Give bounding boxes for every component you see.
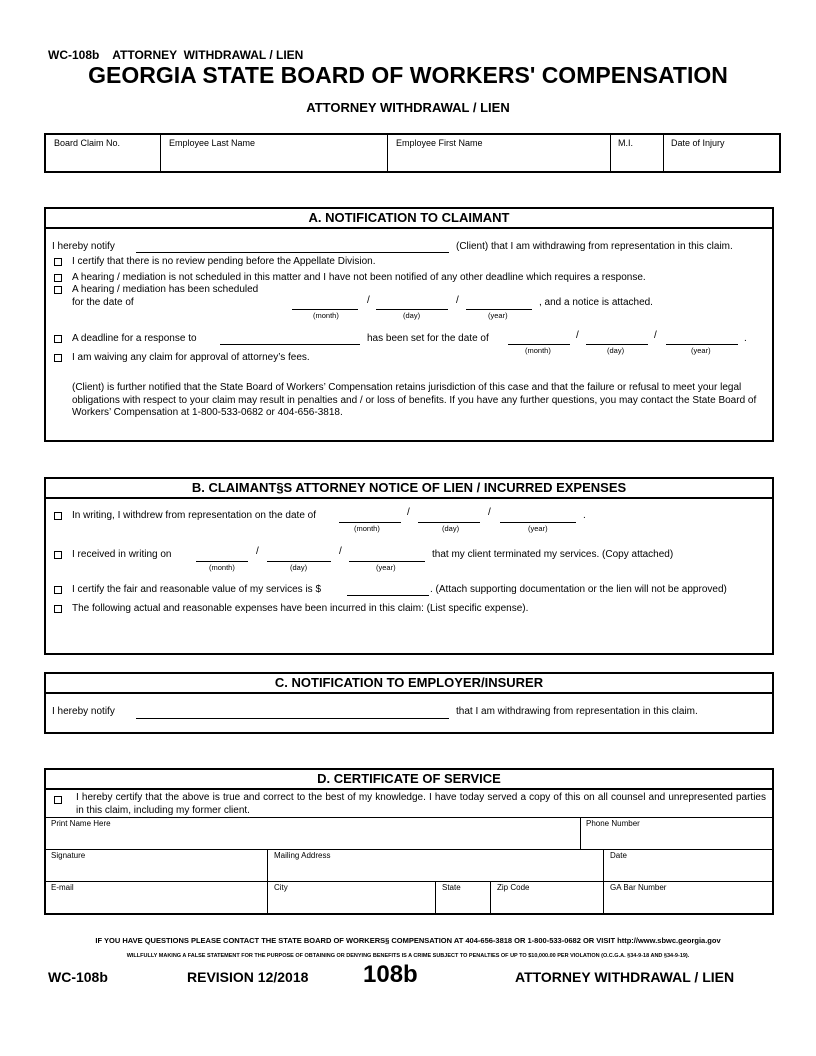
checkbox-withdrew[interactable] [54, 512, 62, 520]
ga-bar-number-label: GA Bar Number [610, 883, 667, 892]
received-month-input[interactable] [196, 561, 248, 562]
opt-no-review: I certify that there is no review pending before the Appellate Division. [72, 256, 376, 267]
day-label: (day) [442, 524, 460, 533]
section-a-notify-suffix: (Client) that I am withdrawing from representation in this claim. [456, 241, 733, 252]
deadline-month-input[interactable] [508, 344, 570, 345]
day-label: (day) [290, 563, 308, 572]
state-label: State [442, 883, 461, 892]
email-label: E-mail [51, 883, 74, 892]
footer-big-code: 108b [363, 961, 418, 988]
received-year-input[interactable] [349, 561, 425, 562]
checkbox-waive-fees[interactable] [54, 354, 62, 362]
section-a-notice-paragraph: (Client) is further notified that the State Board of Workers’ Compensation retains jurisdiction of this case and that the failure or refusal to meet your legal obligations with respect to your claim may result in penalties and / or loss of benefits. If you have any further questions, you may contact the State Board of Workers’ Compensation at 1-800-533-0682 or 404-656-3818. [72, 382, 757, 418]
opt-fair-value-label: I certify the fair and reasonable value of my services is $ [72, 584, 322, 595]
city-label: City [274, 883, 288, 892]
opt-withdrew-label: In writing, I withdrew from representation on the date of [72, 510, 317, 521]
date-of-injury-label: Date of Injury [671, 138, 725, 148]
board-claim-no-label: Board Claim No. [54, 138, 121, 148]
section-c [44, 672, 774, 734]
form-title: ATTORNEY WITHDRAWAL / LIEN [306, 100, 510, 115]
slash: / [256, 546, 259, 557]
phone-number-label: Phone Number [586, 819, 640, 828]
section-a [44, 207, 774, 442]
checkbox-no-hearing[interactable] [54, 274, 62, 282]
checkbox-hearing-scheduled[interactable] [54, 286, 62, 294]
checkbox-no-review[interactable] [54, 258, 62, 266]
employee-last-name-label: Employee Last Name [169, 138, 256, 148]
opt-waive-fees: I am waiving any claim for approval of attorney’s fees. [72, 352, 310, 363]
mi-label: M.I. [618, 138, 633, 148]
zip-code-label: Zip Code [497, 883, 530, 892]
withdrew-day-input[interactable] [418, 522, 480, 523]
opt-deadline-mid: has been set for the date of [367, 333, 489, 344]
received-day-input[interactable] [267, 561, 331, 562]
opt-withdrew-end: . [583, 510, 586, 521]
slash: / [367, 295, 370, 306]
day-label: (day) [607, 346, 625, 355]
footer-questions: IF YOU HAVE QUESTIONS PLEASE CONTACT THE STATE BOARD OF WORKERS§ COMPENSATION AT 404-656-3818 OR 1-800-533-0682 OR VISIT http://www.sbwc.georgia.gov [95, 936, 721, 945]
opt-received-label: I received in writing on [72, 549, 172, 560]
footer-form-id: WC-108b [48, 969, 108, 985]
slash: / [456, 295, 459, 306]
year-label: (year) [528, 524, 548, 533]
section-c-notify-label: I hereby notify [52, 706, 115, 717]
certify-service-text: I hereby certify that the above is true and correct to the best of my knowledge. I have today served a copy of this on all counsel and unrepresented parties in this claim, including my former client. [76, 792, 766, 816]
section-c-notify-suffix: that I am withdrawing from representation in this claim. [456, 706, 698, 717]
section-d [44, 768, 774, 915]
agency-title: GEORGIA STATE BOARD OF WORKERS' COMPENSATION [88, 62, 728, 88]
withdrew-year-input[interactable] [500, 522, 576, 523]
slash: / [576, 330, 579, 341]
employee-first-name-label: Employee First Name [396, 138, 483, 148]
opt-no-hearing: A hearing / mediation is not scheduled in this matter and I have not been notified of any other deadline which requires a response. [72, 272, 646, 283]
opt-deadline-end: . [744, 333, 747, 344]
deadline-year-input[interactable] [666, 344, 738, 345]
opt-hearing-date-label: for the date of [72, 297, 134, 308]
month-label: (month) [209, 563, 235, 572]
deadline-response-input[interactable] [220, 344, 360, 345]
date-label: Date [610, 851, 627, 860]
section-a-title: A. NOTIFICATION TO CLAIMANT [46, 209, 772, 229]
claim-info-box [44, 133, 781, 173]
footer-title: ATTORNEY WITHDRAWAL / LIEN [515, 969, 735, 985]
client-name-input[interactable] [136, 252, 449, 253]
opt-hearing-scheduled: A hearing / mediation has been scheduled [72, 284, 259, 295]
opt-expenses: The following actual and reasonable expenses have been incurred in this claim: (List specific expense). [72, 603, 529, 614]
hearing-month-input[interactable] [292, 309, 358, 310]
footer-warning: WILLFULLY MAKING A FALSE STATEMENT FOR THE PURPOSE OF OBTAINING OR DENYING BENEFITS IS A CRIME SUBJECT TO PENALTIES OF UP TO $10,000.00 PER VIOLATION (O.C.G.A. §34-9-18 AND §34-9-19). [126, 953, 690, 959]
opt-fair-value-suffix: . (Attach supporting documentation or the lien will not be approved) [430, 584, 727, 595]
checkbox-certify-service[interactable] [54, 796, 62, 804]
signature-label: Signature [51, 851, 86, 860]
section-c-title: C. NOTIFICATION TO EMPLOYER/INSURER [46, 674, 772, 694]
deadline-day-input[interactable] [586, 344, 648, 345]
month-label: (month) [313, 311, 339, 320]
year-label: (year) [691, 346, 711, 355]
section-b-title: B. CLAIMANT§S ATTORNEY NOTICE OF LIEN / INCURRED EXPENSES [46, 479, 772, 499]
withdrew-month-input[interactable] [339, 522, 401, 523]
section-b [44, 477, 774, 655]
employer-insurer-input[interactable] [136, 718, 449, 719]
opt-deadline-label: A deadline for a response to [72, 333, 197, 344]
day-label: (day) [403, 311, 421, 320]
slash: / [654, 330, 657, 341]
slash: / [339, 546, 342, 557]
year-label: (year) [488, 311, 508, 320]
slash: / [488, 507, 491, 518]
month-label: (month) [525, 346, 551, 355]
footer-revision: REVISION 12/2018 [187, 969, 309, 985]
checkbox-fair-value[interactable] [54, 586, 62, 594]
year-label: (year) [376, 563, 396, 572]
checkbox-expenses[interactable] [54, 605, 62, 613]
mailing-address-label: Mailing Address [274, 851, 331, 860]
month-label: (month) [354, 524, 380, 533]
checkbox-deadline[interactable] [54, 335, 62, 343]
print-name-label: Print Name Here [51, 819, 111, 828]
hearing-day-input[interactable] [376, 309, 448, 310]
checkbox-received[interactable] [54, 551, 62, 559]
form-code-line: WC-108b ATTORNEY WITHDRAWAL / LIEN [48, 48, 304, 62]
hearing-year-input[interactable] [466, 309, 532, 310]
section-a-notify-label: I hereby notify [52, 241, 115, 252]
opt-received-suffix: that my client terminated my services. (Copy attached) [432, 549, 674, 560]
opt-hearing-suffix: , and a notice is attached. [539, 297, 653, 308]
fair-value-input[interactable] [347, 595, 429, 596]
slash: / [407, 507, 410, 518]
section-d-title: D. CERTIFICATE OF SERVICE [46, 770, 772, 790]
